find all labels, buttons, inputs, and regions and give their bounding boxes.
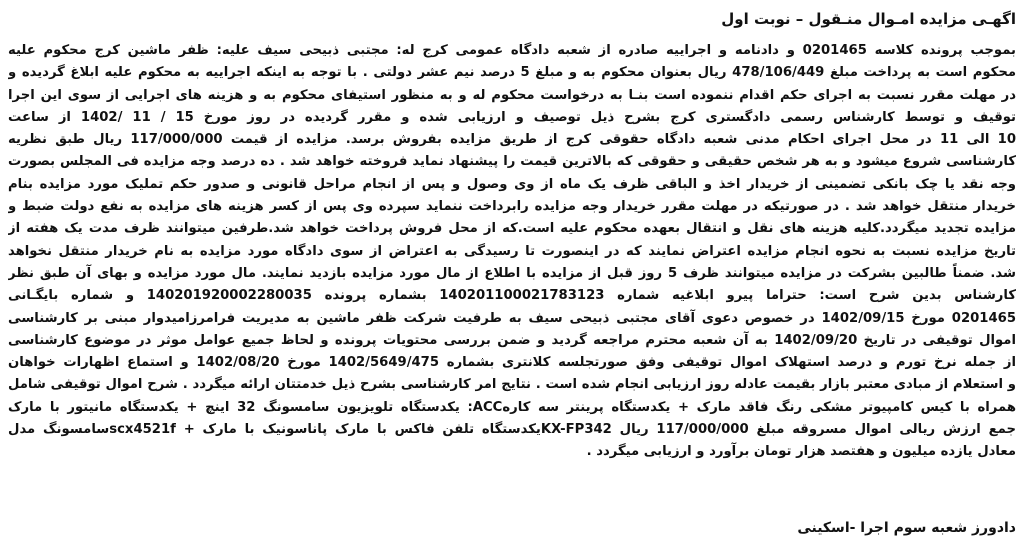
notice-line: کارشناس بدین شرح است: حتراما پیرو ابلاغیه شماره 140201100021783123 بشماره پرونده 140201920002280035 و شماره بایگـانی: [8, 288, 1016, 304]
notice-line: اموال توقیفی در تاریخ 1402/09/20 به آن شعبه محترم مراجعه گردید و ضمن بررسی محتویات پرونده و لحاظ جمیع عوامل موثر در موضوع کارشناسی: [8, 332, 1016, 348]
notice-line: وجه نقد یا چک بانکی تضمینی از خریدار اخذ و الباقی ظرف یک ماه از وی وصول و پس از انجام مراحل قانونی و صدور حکم تملیک مورد مزایده بنام: [8, 176, 1016, 192]
notice-line: 0201465 مورخ 1402/09/15 در خصوص دعوی آقای مجتبی ذبیحی سیف به طرفیت شرکت ظفر ماشین به مدیریت فرامرزامیدوار مبنی بر کارشناسی: [8, 310, 1016, 326]
notice-line: همراه با کیس کامپیوتر مشکی رنگ فاقد مارک + یکدستگاه پرینتر سه کارهACC: یکدستگاه تلویزیون سامسونگ 32 اینچ + یکدستگاه مانیتور با مارک: [8, 399, 1016, 415]
notice-line: جمع ارزش ریالی اموال مسروقه مبلغ 117/000/000 ریال KX-FP342یکدستگاه تلفن فاکس با مارک پاناسونیک با مارک + scx4521fسامسونگ مدل: [8, 422, 1016, 438]
notice-line: شد. ضمناً طالبین بشرکت در مزایده میتوانند ظرف 5 روز قبل از مزایده با اطلاع از مال مورد مزایده بازدید نمایند. مال مورد مزایده و بهای آن طبق نظر: [8, 265, 1016, 281]
notice-line: محکوم است به پرداخت مبلغ 478/106/449 ریال بعنوان محکوم به و مبلغ 5 درصد نیم عشر دولتی . با توجه به اینکه اجراییه به محکوم علیه ابلاغ گردیده و: [8, 65, 1016, 81]
notice-signature: دادورز شعبه سوم اجرا -اسکینی: [797, 520, 1016, 536]
notice-title: اگهـی مزایده امـوال منـقول – نوبت اول: [721, 10, 1016, 28]
notice-line: مزایده تجدید میگردد.کلیه هزینه های نقل و انتقال بعهده محکوم علیه است.که از محل فروش پرداخت خواهد شد.طرفین میتوانند ظرف مدت یک هفته از: [8, 221, 1016, 237]
notice-line: 10 الی 11 در محل اجرای احکام مدنی شعبه دادگاه حقوقی کرج از طریق مزایده بفروش برسد. مزایده از قیمت 117/000/000 ریال طبق نظریه: [8, 132, 1016, 148]
notice-line: تاریخ مزایده نسبت به نحوه انجام مزایده اعتراض نمایند که در اینصورت تا رسیدگی به اعتراض از سوی دادگاه مورد مزایده به نام خریدار منتقل نخواهد: [8, 243, 1016, 259]
notice-line: خریدار منتقل خواهد شد . در صورتیکه در مهلت مقرر خریدار وجه مزایده رابرداخت ننماید سپرده وی پس از کسر هزینه های مزایده به نفع دولت ضبط و: [8, 199, 1016, 215]
notice-line: در مهلت مقرر نسبت به اجرای حکم اقدام ننموده است بنـا به درخواست محکوم له و به منظور استیفای محکوم به و هزینه های اجرایی از سوی این اجرا: [8, 87, 1016, 103]
notice-body: [8, 40, 1016, 464]
notice-line: کارشناسی شروع میشود و به هر شخص حقیقی و حقوقی که بالاترین قیمت را پیشنهاد نماید فروخته خواهد شد . ده درصد وجه مزایده فی المجلس بصورت: [8, 154, 1016, 170]
notice-line: از جمله نرخ تورم و درصد استهلاک اموال توقیفی وفق صورتجلسه کلانتری بشماره 1402/5649/475 مورخ 1402/08/20 و استماع اظهارات خواهان: [8, 355, 1016, 371]
notice-line: و استعلام از مبادی معتبر بازار بقیمت عادله روز ارزیابی انجام شده است . نتایج امر کارشناسی بشرح ذیل خدمتتان ارائه میگردد . شرح اموال توقیفی شامل: [8, 377, 1016, 393]
notice-line: معادل یازده میلیون و هفتصد هزار تومان برآورد و ارزیابی میگردد .: [586, 444, 1016, 460]
notice-line: بموجب پرونده کلاسه 0201465 و دادنامه و اجراییه صادره از شعبه دادگاه عمومی کرج له: مجتبی ذبیحی سیف علیه: ظفر ماشین کرج محکوم علیه: [8, 43, 1016, 58]
notice-line: توقیف و توسط کارشناس رسمی دادگستری کرج بشرح ذیل توصیف و ارزیابی شده و مقرر گردیده در روز مورخ 15 / 11 /1402 از ساعت: [8, 109, 1016, 125]
